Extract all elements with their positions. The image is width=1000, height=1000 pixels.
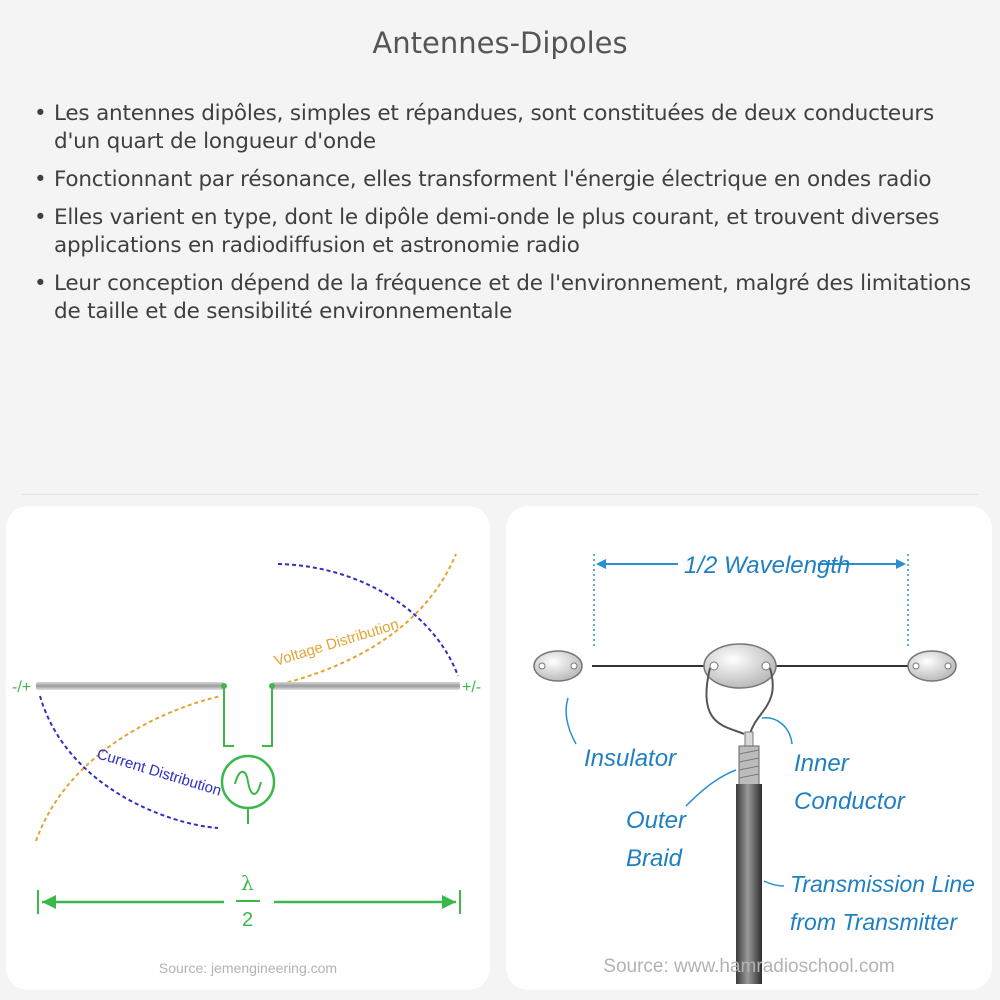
bullet-dot: • [34, 167, 47, 192]
arrowhead-right-icon [896, 559, 906, 569]
voltage-distribution-label: Voltage Distribution [272, 615, 401, 670]
inner-conductor-pointer [762, 718, 792, 744]
sine-wave-icon [235, 772, 261, 794]
dipole-distribution-diagram [6, 506, 490, 990]
arrowhead-right-icon [442, 895, 456, 909]
dipole-rod-left [36, 682, 224, 690]
bullet-text: Elles varient en type, dont le dipôle demi-onde le plus courant, et trouvent diverses applications en radiodiffusion et astronomie radio [54, 205, 940, 258]
bullet-dot: • [34, 271, 47, 296]
bullet-text: Les antennes dipôles, simples et répandues, sont constituées de deux conducteurs d'un quart de longueur d'onde [54, 101, 935, 154]
bullet-list [34, 100, 974, 336]
bullet-item [34, 100, 974, 156]
bullet-item [34, 204, 974, 260]
lambda-symbol: λ [241, 871, 254, 895]
image-source: Source: jemengineering.com [158, 960, 338, 976]
right-polarity-label: +/- [462, 679, 482, 696]
inner-conductor-label-line2: Conductor [794, 788, 905, 815]
dipole-distribution-figure [6, 506, 490, 990]
insulator-hole [945, 663, 951, 669]
transmission-line-pointer [764, 881, 784, 886]
insulator-hole [913, 663, 919, 669]
image-source: Source: www.hamradioschool.com [603, 956, 895, 977]
bullet-dot: • [34, 101, 47, 126]
section-divider [22, 494, 978, 495]
bullet-dot: • [34, 205, 47, 230]
outer-braid-label-line1: Outer [626, 807, 687, 834]
dipole-rod-right [272, 682, 460, 690]
current-distribution-label: Current Distribution [94, 745, 224, 800]
insulator-hole [571, 663, 577, 669]
insulator-pointer [566, 698, 576, 744]
bullet-item [34, 166, 974, 194]
page-title: Antennes-Dipoles [372, 26, 628, 60]
transmission-line-label-line2: from Transmitter [790, 909, 957, 935]
feed-wire-left [224, 686, 234, 746]
voltage-curve [274, 554, 456, 686]
coax-cable [736, 784, 762, 984]
insulator-hole [762, 662, 770, 670]
feed-wire-right [262, 686, 272, 746]
dipole-construction-diagram [506, 506, 992, 990]
insulator-hole [539, 663, 545, 669]
outer-braid-label-line2: Braid [626, 845, 683, 872]
bullet-text: Fonctionnant par résonance, elles transforment l'énergie électrique en ondes radio [54, 167, 932, 192]
outer-braid-pointer [686, 770, 736, 806]
lambda-divisor: 2 [242, 909, 254, 931]
arrowhead-left-icon [596, 559, 606, 569]
insulator-hole [710, 662, 718, 670]
arrowhead-left-icon [42, 895, 56, 909]
dipole-construction-figure [506, 506, 992, 990]
left-polarity-label: -/+ [12, 679, 32, 696]
half-wavelength-label: 1/2 Wavelength [684, 552, 851, 579]
inner-conductor-label-line1: Inner [794, 750, 849, 777]
bullet-item [34, 270, 974, 326]
bullet-text: Leur conception dépend de la fréquence et de l'environnement, malgré des limitations de taille et de sensibilité environnementale [54, 271, 971, 324]
transmission-line-label-line1: Transmission Line [790, 871, 975, 897]
insulator-label: Insulator [584, 745, 677, 772]
